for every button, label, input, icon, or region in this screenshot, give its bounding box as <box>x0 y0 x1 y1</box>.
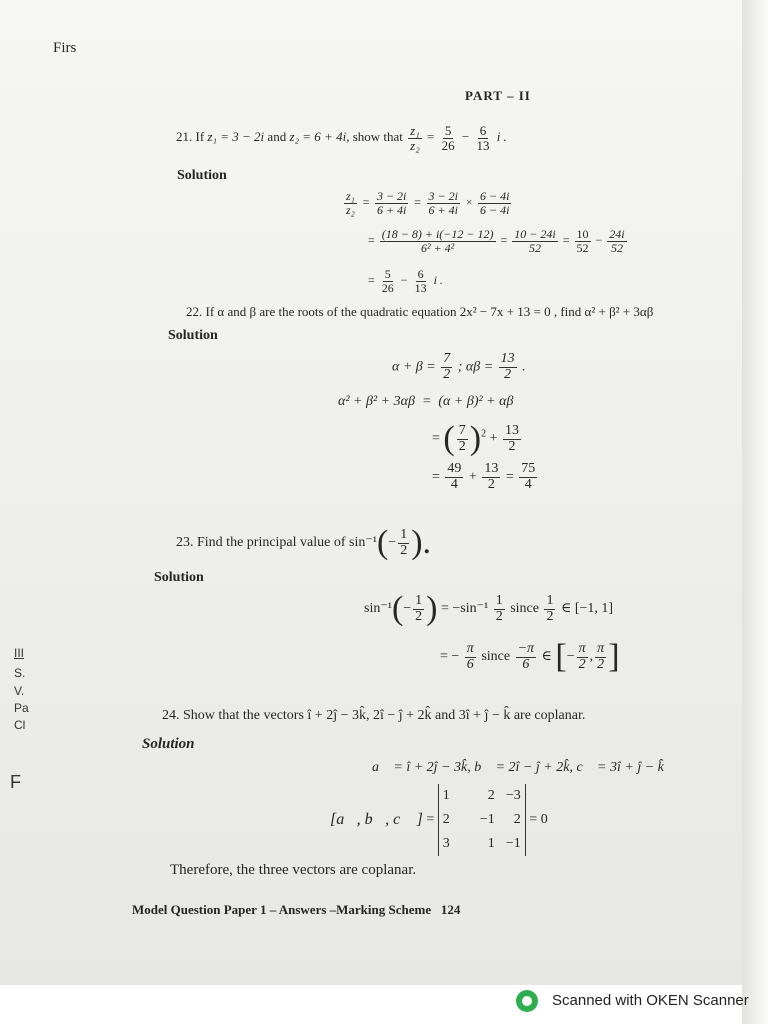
q21-solution-line-3: = $\frac{5}{26}$ − $\frac{6}{13}$ i . <box>368 267 443 295</box>
q22-solution-line-1: α + β = $\frac{7}{2}$ ; αβ = $\frac{13}{2}$ . <box>392 351 526 382</box>
q24-determinant-line: [a⃗, b⃗, c⃗ ] = 1 2 −3 2 −1 2 3 1 −1 = 0 <box>330 784 548 856</box>
footer-title: Model Question Paper 1 – Answers –Marking Scheme <box>132 902 432 917</box>
question-number: 23. <box>176 535 194 551</box>
math-z1: z₁ = 3 − 2i <box>207 129 265 145</box>
q21-solution-line-2: = $\frac{(18 - 8) + i(-12 - 12)}{\text{6² + 4²}}$ = $\frac{10 - 24i}{52}$ = $\frac{10}{52}$ − $\frac{24i}{52}$ <box>368 227 625 255</box>
q22-solution-line-2: α² + β² + 3αβ = (α + β)² + αβ <box>338 394 514 409</box>
math-z2: z₂ = 6 + 4i <box>289 129 347 145</box>
question-24 <box>162 708 585 724</box>
page-number: 124 <box>440 902 461 917</box>
page-footer <box>132 902 460 918</box>
q24-vector-definitions: a⃗ = î + 2ĵ − 3k̂, b⃗ = 2î − ĵ + 2k̂, c⃗ = 3î + ĵ − k̂ <box>372 760 664 775</box>
q22-solution-line-3: = ( $\frac{7}{2}$ )$^2$ + $\frac{13}{2}$ <box>432 420 519 457</box>
margin-label: F <box>10 772 21 792</box>
solution-heading: Solution <box>177 168 227 183</box>
question-text: Find the principal value of sin⁻¹ <box>197 535 377 551</box>
question-number: 24. <box>162 708 180 723</box>
determinant: 1 2 −3 2 −1 2 3 1 −1 <box>438 784 526 856</box>
question-number: 22. <box>186 304 203 319</box>
margin-label: Pa <box>14 701 29 715</box>
q23-solution-line-2: = − $\frac{\pi}{6}$ since $\frac{-\pi}{6}$ ∈ [− $\frac{\pi}{2}$ , $\frac{\pi}{2}$ ] <box>440 638 620 675</box>
fraction: $\frac{6}{13}$ <box>476 123 490 153</box>
question-23: 23. Find the principal value of sin⁻¹(− $\frac{1}{2}$ ). <box>176 524 432 561</box>
margin-label: III <box>14 646 25 660</box>
scanner-logo-icon <box>516 990 538 1012</box>
part-heading: PART – II <box>465 88 531 103</box>
question-22 <box>186 304 653 320</box>
fraction: $\frac{5}{26}$ <box>441 123 455 153</box>
q24-conclusion: Therefore, the three vectors are coplanar. <box>170 862 417 878</box>
page-edge <box>742 0 768 1024</box>
equals: = <box>427 129 435 145</box>
question-text: Show that the vectors î + 2ĵ − 3k̂, 2î − ĵ + 2k̂ and 3î + ĵ − k̂ are coplanar. <box>183 708 586 723</box>
solution-heading: Solution <box>142 736 195 752</box>
q22-solution-line-4: = $\frac{49}{4}$ + $\frac{13}{2}$ = $\frac{75}{4}$ <box>432 461 536 492</box>
question-text: If α and β are the roots of the quadratic equation 2x² − 7x + 13 = 0 , find α² + β² + 3αβ <box>205 304 654 319</box>
q23-solution-line-1: sin⁻¹(− $\frac{1}{2}$ ) = −sin⁻¹ $\frac{1}{2}$ since $\frac{1}{2}$ ∈ [−1, 1] <box>364 590 614 627</box>
q21-solution-line-1: $\frac{\text{z₁}}{\text{z₂}}$ = $\frac{3 - 2i}{6 + 4i}$ = $\frac{3 - 2i}{6 + 4i}$ × $\frac{6 - 4i}{6 - 4i}$ <box>346 189 510 217</box>
solution-heading: Solution <box>168 328 218 343</box>
text: If <box>195 129 205 145</box>
text: and <box>267 129 287 145</box>
solution-heading: Solution <box>154 570 204 585</box>
text: , show that <box>346 129 403 145</box>
margin-label: S. <box>14 666 26 680</box>
fraction: $\frac{\text{z₁}}{\text{z₂}}$ <box>410 123 420 153</box>
scanner-watermark: Scanned with OKEN Scanner <box>552 992 749 1009</box>
minus: − <box>461 129 470 145</box>
margin-label: V. <box>14 684 25 698</box>
text: i . <box>496 129 507 145</box>
margin-label: Cl <box>14 718 26 732</box>
question-21 <box>176 124 507 152</box>
corner-text: Firs <box>53 40 77 56</box>
question-number: 21. <box>176 129 193 145</box>
